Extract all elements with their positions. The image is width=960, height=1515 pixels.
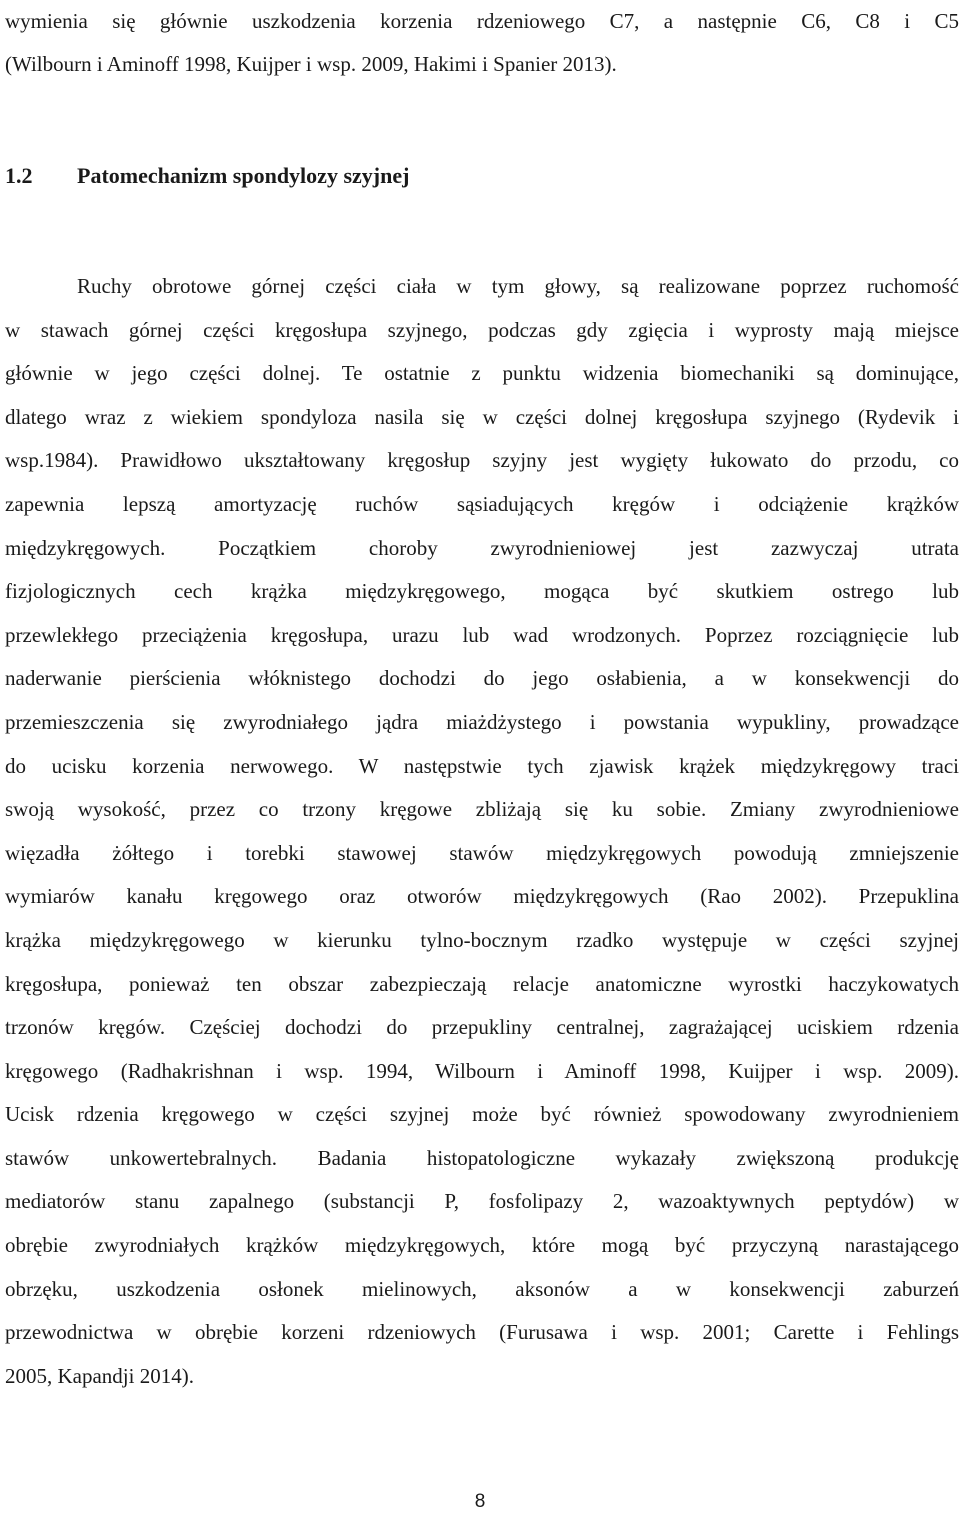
- text-line: Ucisk rdzenia kręgowego w części szyjnej może być również spowodowany zwyrodnieniem: [5, 1102, 959, 1127]
- page-number: 8: [474, 1491, 486, 1512]
- text-line: wsp.1984). Prawidłowo ukształtowany kręgosłup szyjny jest wygięty łukowato do przodu, co: [5, 448, 959, 473]
- text-line: krążka międzykręgowego w kierunku tylno-bocznym rzadko występuje w części szyjnej: [5, 927, 959, 952]
- text-line: dlatego wraz z wiekiem spondyloza nasila się w części dolnej kręgosłupa szyjnego (Rydevik i: [5, 404, 959, 429]
- text-line: stawów unkowertebralnych. Badania histopatologiczne wykazały zwiększoną produkcję: [5, 1145, 959, 1170]
- text-line: w stawach górnej części kręgosłupa szyjnego, podczas gdy zgięcia i wyprosty mają miejsce: [5, 317, 959, 342]
- section-title: Patomechanizm spondylozy szyjnej: [77, 163, 410, 188]
- text-line: mediatorów stanu zapalnego (substancji P, fosfolipazy 2, wazoaktywnych peptydów) w: [5, 1189, 959, 1214]
- text-line: naderwanie pierścienia włóknistego dochodzi do jego osłabienia, a w konsekwencji do: [5, 666, 959, 691]
- text-line: 2005, Kapandji 2014).: [5, 1363, 194, 1388]
- text-line: zapewnia lepszą amortyzację ruchów sąsiadujących kręgów i odciążenie krążków: [5, 491, 959, 516]
- text-line: głównie w jego części dolnej. Te ostatnie z punktu widzenia biomechaniki są dominujące,: [5, 361, 959, 386]
- text-line: swoją wysokość, przez co trzony kręgowe zbliżają się ku sobie. Zmiany zwyrodnieniowe: [5, 797, 959, 822]
- text-line: przemieszczenia się zwyrodniałego jądra miażdżystego i powstania wypukliny, prowadzące: [5, 709, 959, 734]
- text-line: obrzęku, uszkodzenia osłonek mielinowych, aksonów a w konsekwencji zaburzeń: [5, 1276, 959, 1301]
- text-line: (Wilbourn i Aminoff 1998, Kuijper i wsp. 2009, Hakimi i Spanier 2013).: [5, 52, 617, 76]
- text-line: wymienia się głównie uszkodzenia korzenia rdzeniowego C7, a następnie C6, C8 i C5: [5, 9, 959, 33]
- text-line: więzadła żółtego i torebki stawowej stawów międzykręgowych powodują zmniejszenie: [5, 840, 959, 865]
- body-paragraph: [5, 265, 959, 1398]
- text-line: kręgosłupa, ponieważ ten obszar zabezpieczają relacje anatomiczne wyrostki haczykowatych: [5, 971, 959, 996]
- text-line: fizjologicznych cech krążka międzykręgowego, mogąca być skutkiem ostrego lub: [5, 579, 959, 604]
- text-line: Ruchy obrotowe górnej części ciała w tym głowy, są realizowane poprzez ruchomość: [77, 274, 959, 298]
- section-number: 1.2: [5, 163, 33, 188]
- text-line: kręgowego (Radhakrishnan i wsp. 1994, Wilbourn i Aminoff 1998, Kuijper i wsp. 2009).: [5, 1058, 959, 1083]
- text-line: przewodnictwa w obrębie korzeni rdzeniowych (Furusawa i wsp. 2001; Carette i Fehlings: [5, 1320, 959, 1345]
- text-line: wymiarów kanału kręgowego oraz otworów międzykręgowych (Rao 2002). Przepuklina: [5, 884, 959, 909]
- text-line: do ucisku korzenia nerwowego. W następstwie tych zjawisk krążek międzykręgowy traci: [5, 753, 959, 778]
- text-line: trzonów kręgów. Częściej dochodzi do przepukliny centralnej, zagrażającej uciskiem rdzenia: [5, 1015, 959, 1040]
- text-line: międzykręgowych. Początkiem choroby zwyrodnieniowej jest zazwyczaj utrata: [5, 535, 959, 560]
- top-paragraph: [5, 0, 959, 86]
- section-heading: [5, 163, 409, 189]
- text-line: przewlekłego przeciążenia kręgosłupa, urazu lub wad wrodzonych. Poprzez rozciągnięcie lub: [5, 622, 959, 647]
- text-line: obrębie zwyrodniałych krążków międzykręgowych, które mogą być przyczyną narastającego: [5, 1233, 959, 1258]
